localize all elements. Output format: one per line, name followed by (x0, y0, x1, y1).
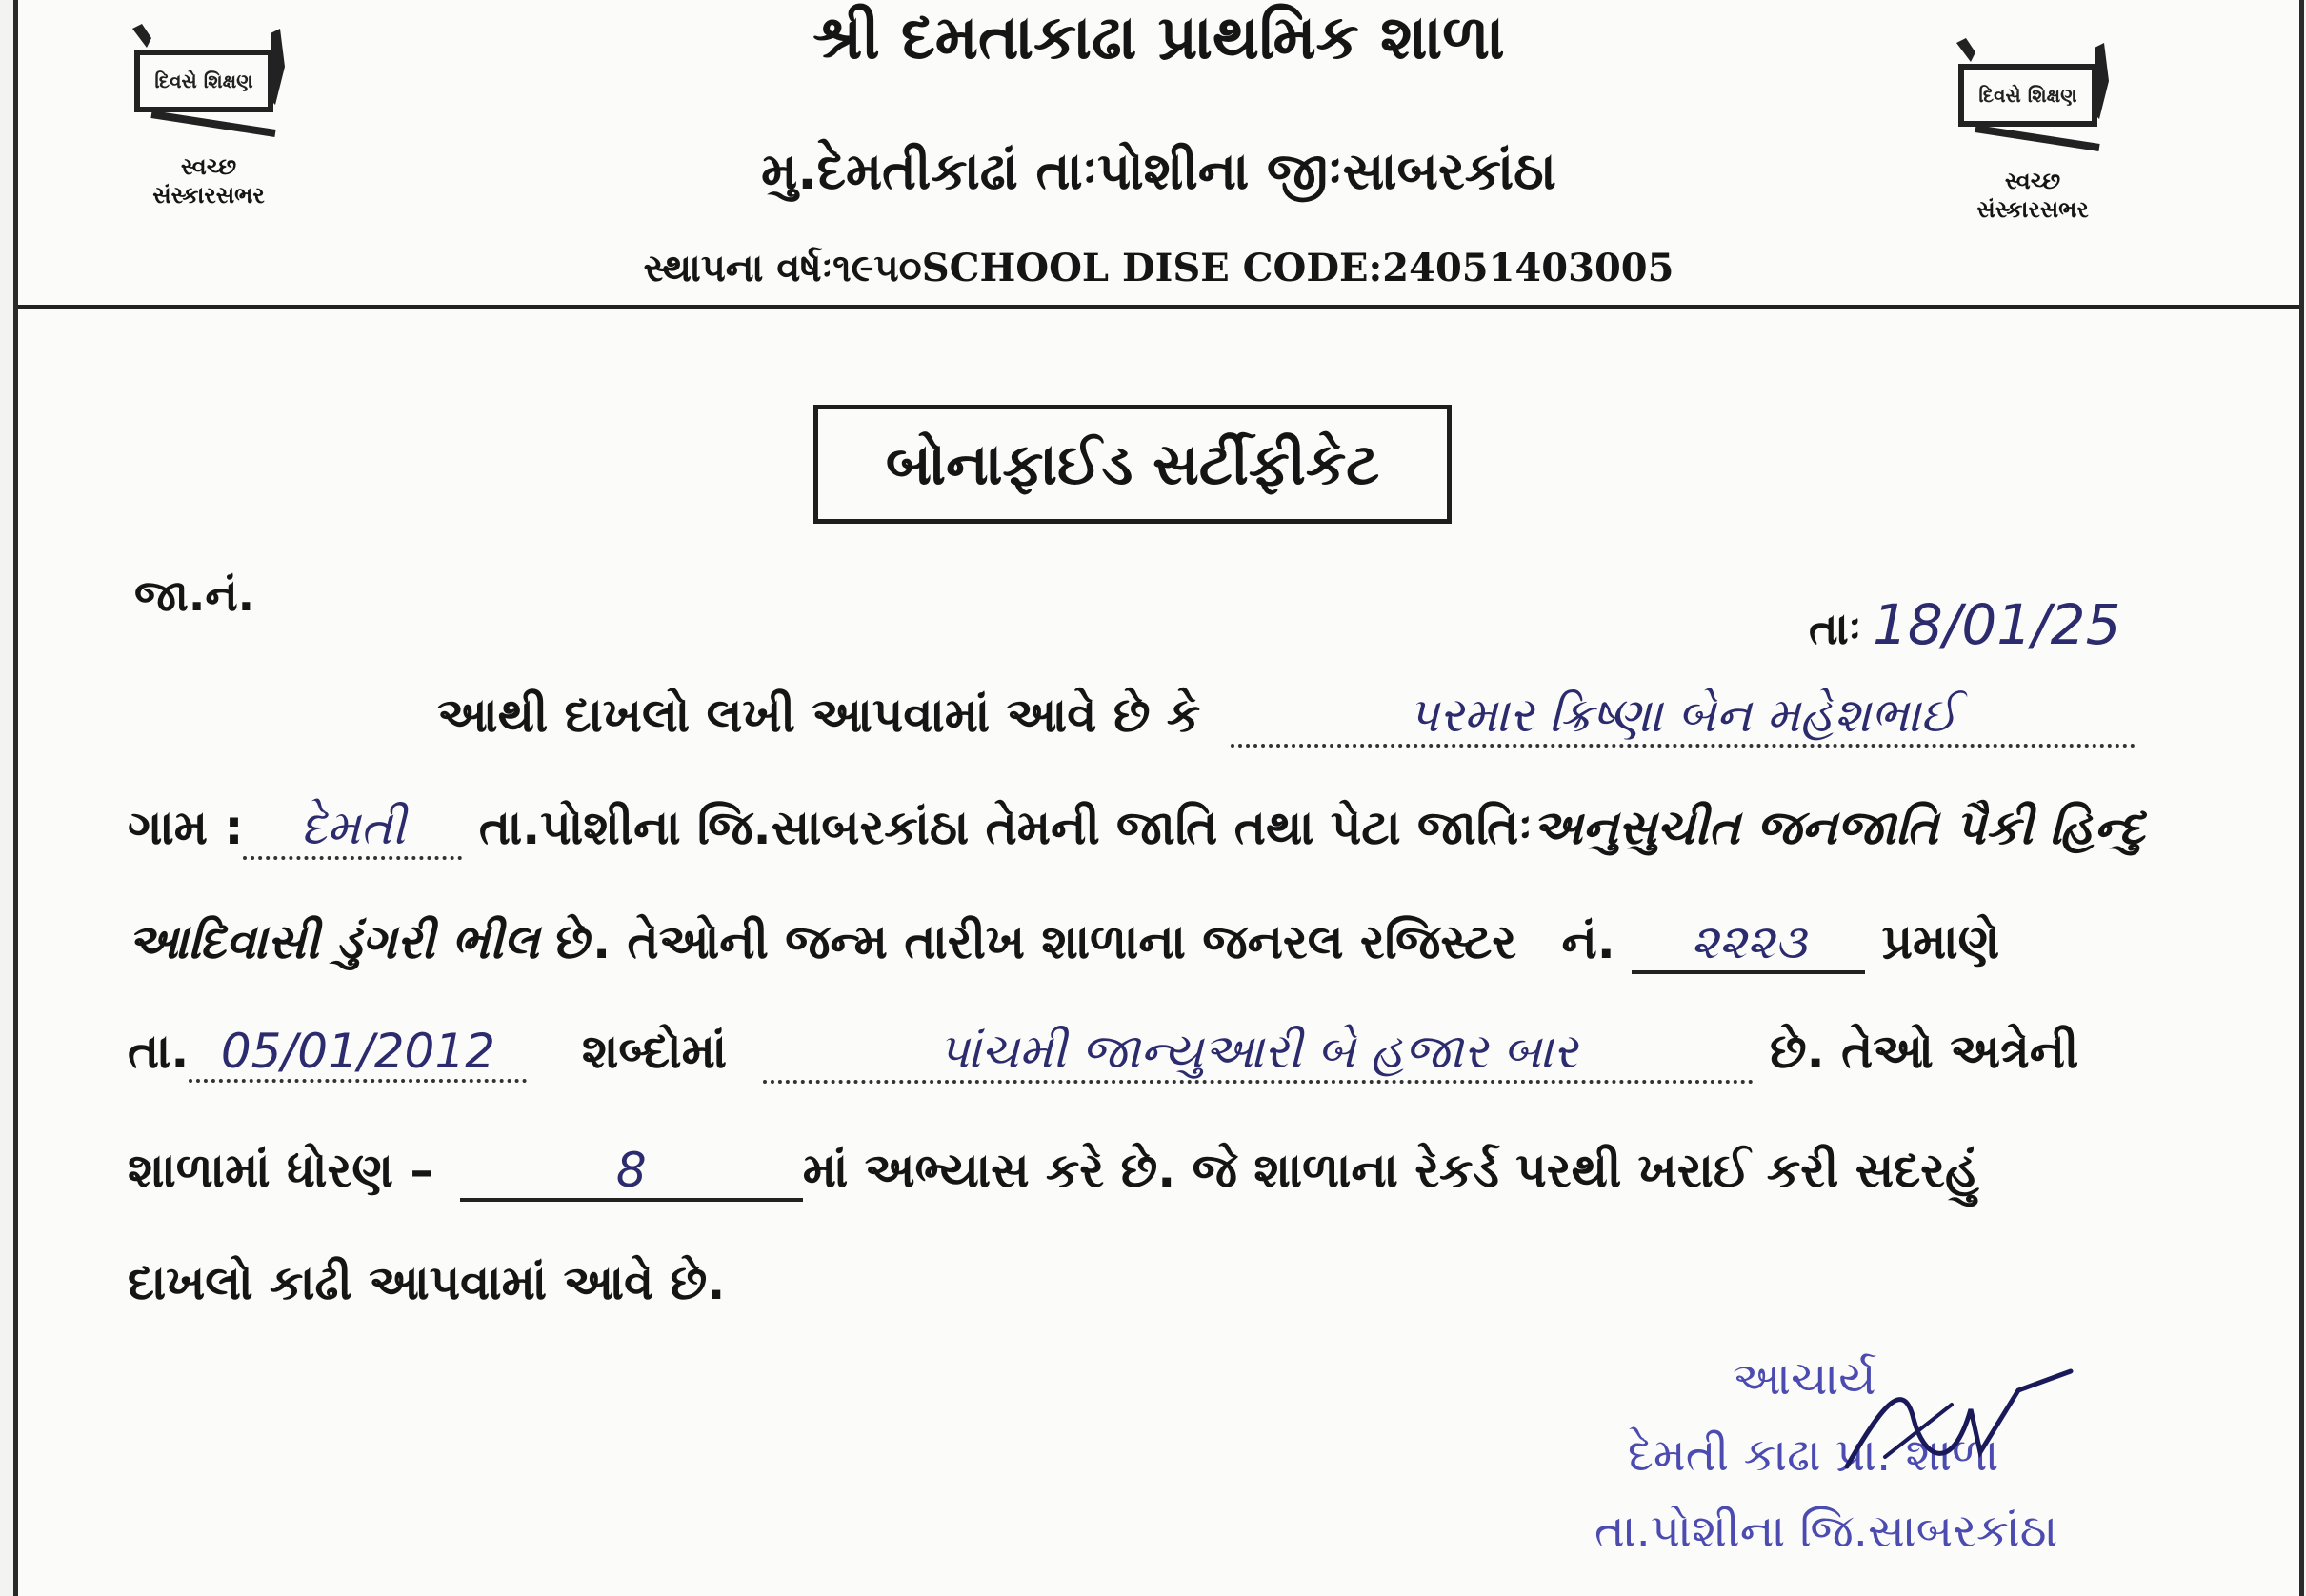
logo-caption-line2: સંસ્કારસભર (1976, 196, 2089, 223)
studying-text: માં અભ્યાસ કરે છે. જે શાળાના રેકર્ડ પરથી ખરાઈ કરી સદરહું (802, 1143, 1979, 1198)
body-line-1 (437, 688, 2136, 748)
stamp-place: તા.પોશીના જિ.સાબરકાંઠા (1594, 1505, 2058, 1558)
body-line-2 (128, 800, 2145, 860)
date-value: 18/01/25 (1872, 592, 2121, 657)
register-number-field: ૨૨૨૩ (1632, 914, 1865, 974)
caste-text-part1: અનુસુચીત જનજાતિ પૈકી હિન્દુ (1532, 800, 2145, 855)
date-line (1809, 592, 2120, 657)
principal-signature (1828, 1362, 2085, 1486)
certificate-title-text: બોનાફાઈડ સર્ટીફીકેટ (885, 430, 1380, 498)
village-label: ગામ : (128, 800, 244, 855)
student-name-field: પરમાર ક્રિષ્ણા બેન મહેશભાઈ (1231, 688, 2136, 748)
header-divider (18, 305, 2299, 309)
body-line-6 (128, 1255, 725, 1311)
dob-field: 05/01/2012 (189, 1024, 527, 1083)
school-established-line (18, 246, 2299, 290)
body-line-5 (128, 1143, 1979, 1202)
dob-label: તા. (128, 1024, 190, 1079)
taluka-district-text: તા.પોશીના જિ.સાબરકાંઠા તેમની જાતિ તથા પેટા જાતિઃ (478, 800, 1533, 855)
date-label: તાઃ (1809, 603, 1861, 654)
caste-text-part2: આદિવાસી ડુંગરી ભીલ (128, 914, 540, 969)
intro-text: આથી દાખલો લખી આપવામાં આવે છે કે (437, 688, 1201, 743)
logo-caption-line1: સ્વચ્છ (180, 153, 237, 180)
dise-code: SCHOOL DISE CODE:24051403005 (921, 246, 1674, 290)
body-line-4 (128, 1024, 2078, 1084)
standard-field: 8 (460, 1143, 803, 1202)
reference-number-label: જા.નં. (134, 569, 255, 621)
stamp-principal-title: આચાર્ય (1733, 1352, 1876, 1406)
village-field: દેમતી (243, 800, 462, 860)
certificate-title (813, 405, 1452, 524)
in-words-label: શબ્દોમાં (581, 1024, 728, 1079)
according-text: પ્રમાણે (1881, 914, 2000, 969)
established-year: સ્થાપના વર્ષઃ૧૯૫૦ (643, 246, 922, 290)
school-name: શ્રી દમતાકાઢા પ્રાથમિક શાળા (812, 3, 1505, 73)
register-number-label: નં. (1561, 914, 1615, 969)
logo-banner-text: દિવસે શિક્ષણ (1978, 84, 2077, 107)
dob-words-field: પાંચમી જાન્યુઆરી બે હજાર બાર (763, 1024, 1754, 1084)
certificate-page (13, 0, 2304, 1596)
closing-text: દાખલો કાઢી આપવામાં આવે છે. (128, 1255, 726, 1310)
stamp-school-name: દેમતી કાઢા પ્રા. શાળા (1628, 1428, 1999, 1482)
they-here-text: છે. તેઓ અત્રેની (1770, 1024, 2079, 1079)
logo-caption-line1: સ્વચ્છ (2004, 168, 2061, 194)
school-address: મુ.દેમતીકાઢાં તાઃપોશીના જીઃસાબરકાંઠા (761, 141, 1556, 201)
logo-caption-line2: સંસ્કારસભર (152, 182, 265, 209)
standard-label: શાળામાં ધોરણ – (128, 1143, 434, 1198)
body-line-3 (128, 914, 1999, 974)
register-text: છે. તેઓની જન્મ તારીખ શાળાના જનરલ રજિસ્ટર (555, 914, 1517, 969)
logo-banner-text: દિવસે શિક્ષણ (154, 70, 253, 92)
